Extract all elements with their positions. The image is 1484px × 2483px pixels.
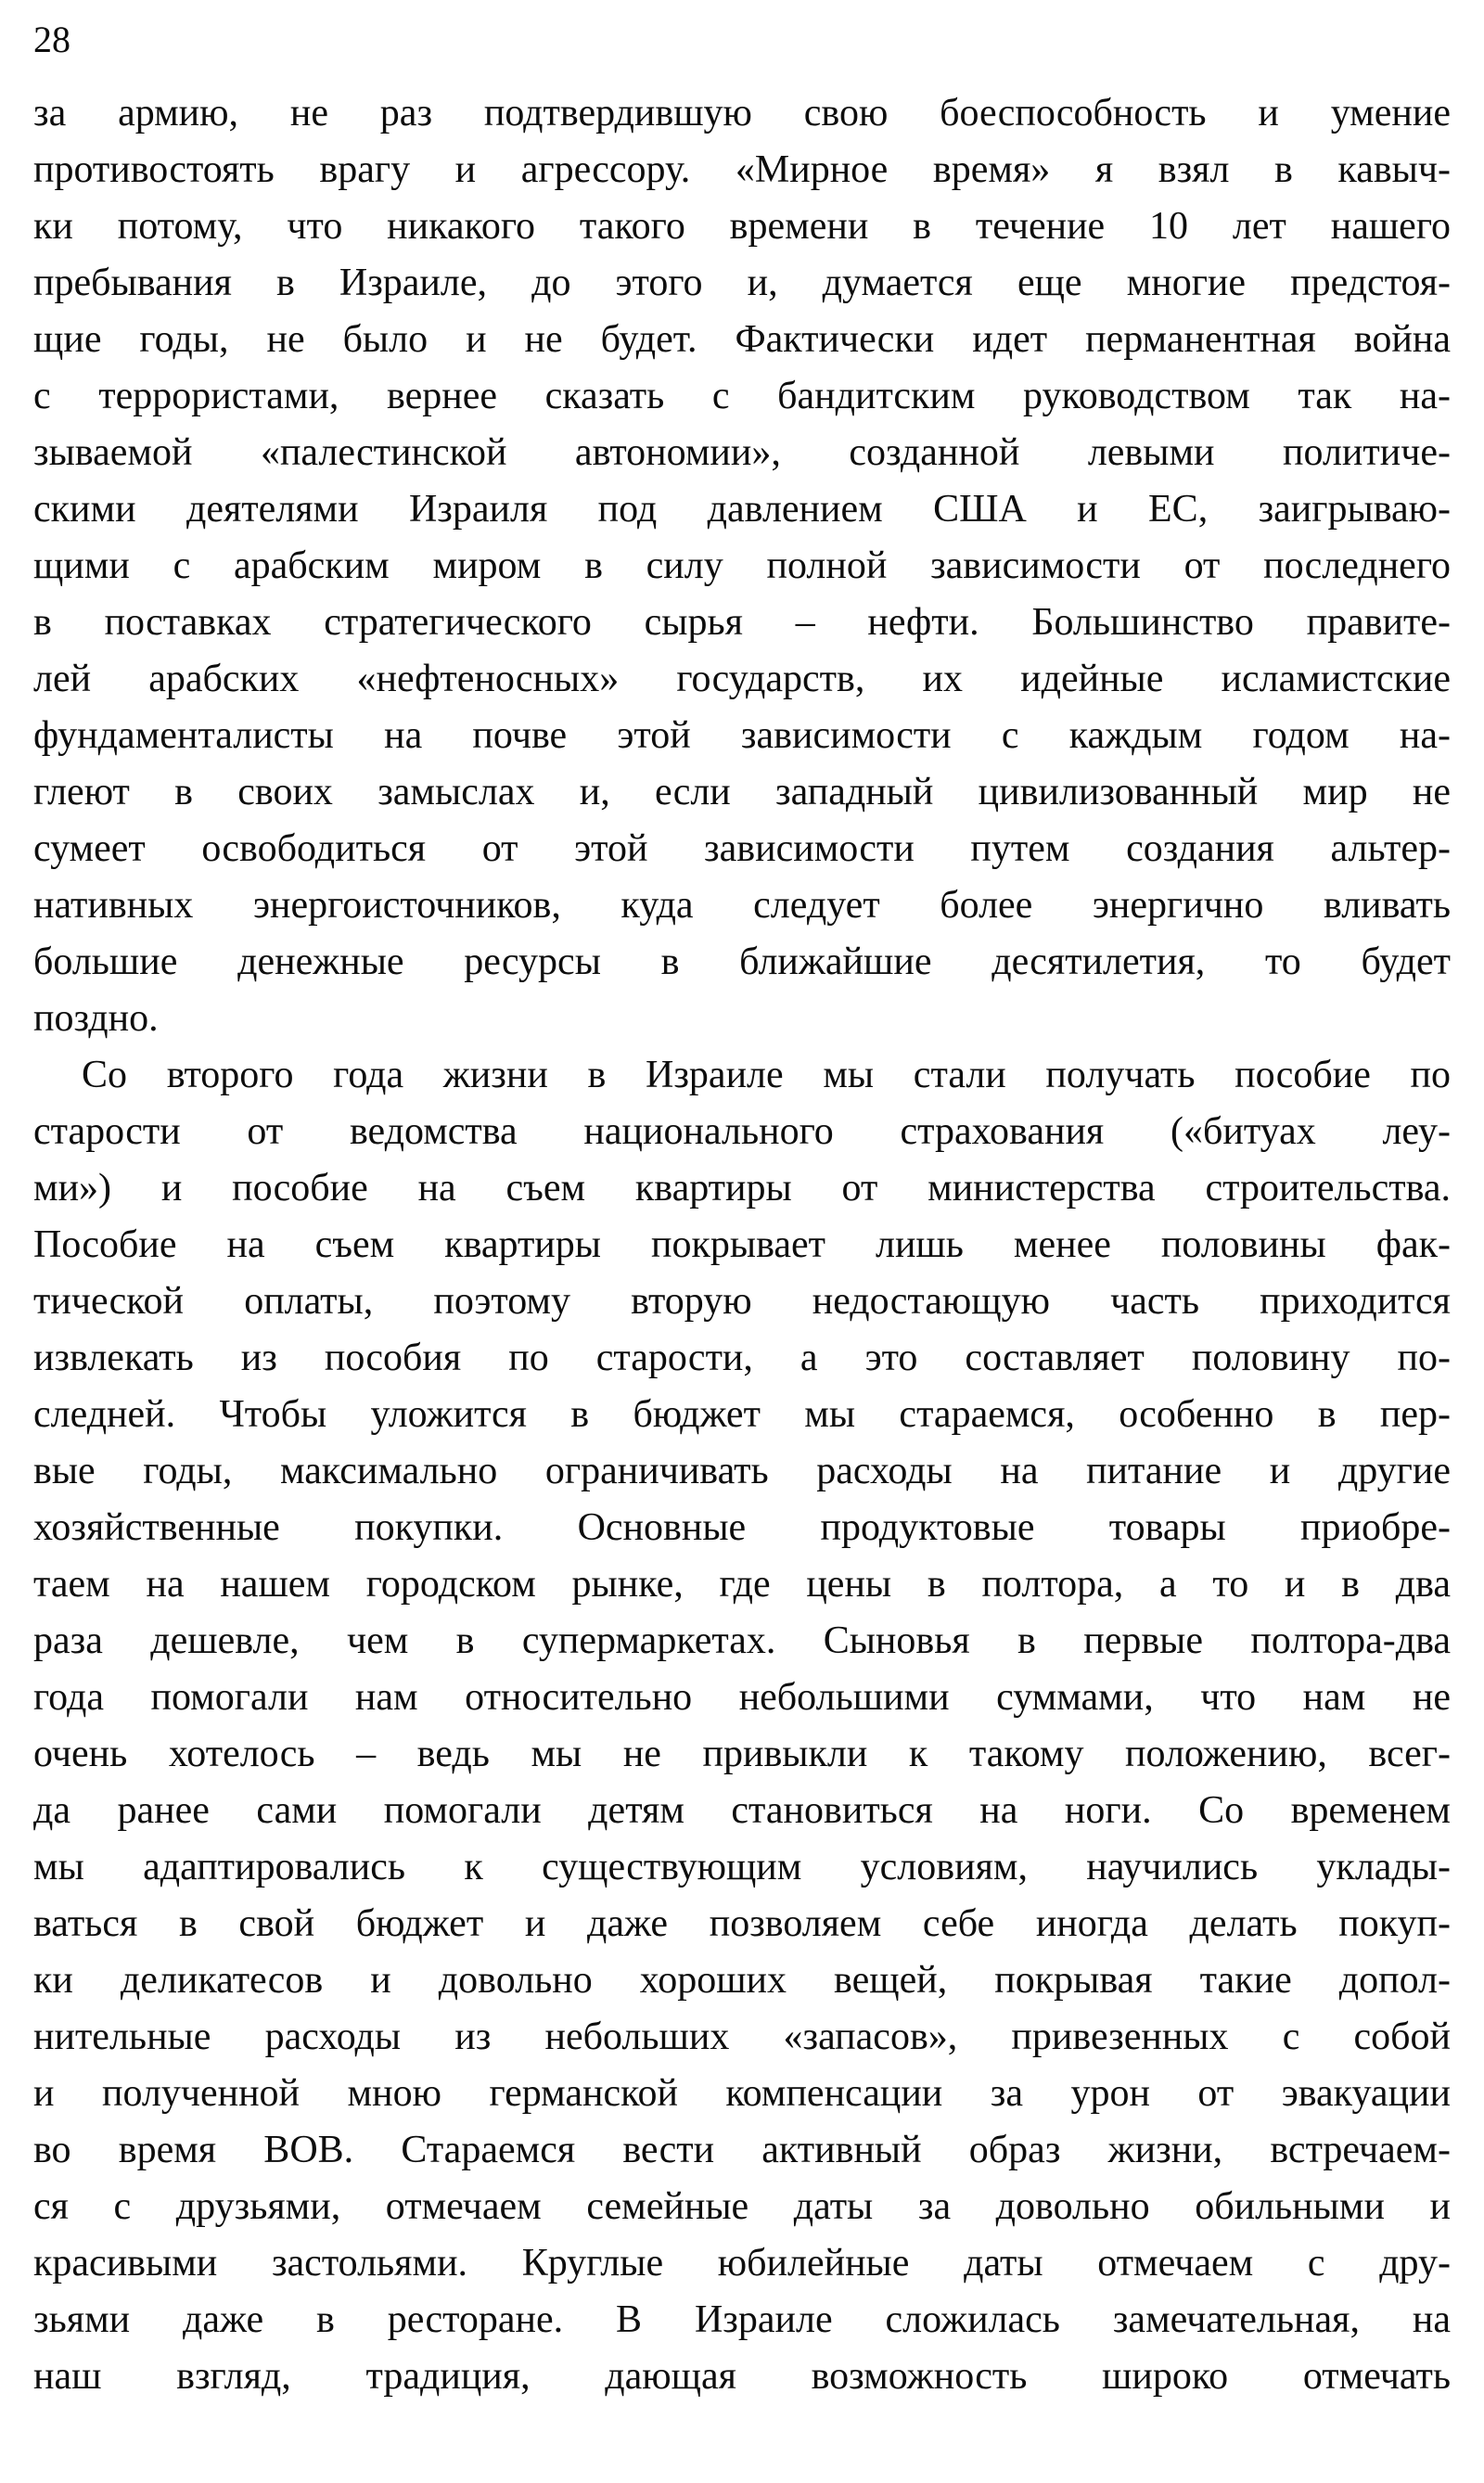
text-line: и полученной мною германской компенсации за урон от эвакуации [33,2072,1451,2115]
text-line: скими деятелями Израиля под давлением США и ЕС, заигрываю- [33,488,1451,531]
text-line: ся с друзьями, отмечаем семейные даты за довольно обильными и [33,2185,1451,2228]
text-line: пребывания в Израиле, до этого и, думается еще многие предстоя- [33,262,1451,304]
page-number: 28 [33,19,70,60]
text-line: следней. Чтобы уложится в бюджет мы стараемся, особенно в пер- [33,1393,1451,1436]
text-line: поздно. [33,997,159,1040]
text-line: фундаменталисты на почве этой зависимости с каждым годом на- [33,714,1451,757]
text-line: очень хотелось – ведь мы не привыкли к такому положению, всег- [33,1733,1451,1775]
text-line: с террористами, вернее сказать с бандитским руководством так на- [33,375,1451,417]
text-line: сумеет освободиться от этой зависимости путем создания альтер- [33,827,1451,870]
text-line: раза дешевле, чем в супермаркетах. Сыновья в первые полтора-два [33,1619,1451,1662]
text-line: нативных энергоисточников, куда следует более энергично вливать [33,884,1451,927]
text-line: нительные расходы из небольших «запасов», привезенных с собой [33,2016,1451,2058]
text-line: лей арабских «нефтеносных» государств, их идейные исламистские [33,658,1451,700]
text-line: красивыми застольями. Круглые юбилейные даты отмечаем с дру- [33,2242,1451,2285]
text-line: Со второго года жизни в Израиле мы стали получать пособие по [82,1054,1451,1096]
text-line: щие годы, не было и не будет. Фактически идет перманентная война [33,318,1451,361]
text-line: ки деликатесов и довольно хороших вещей, покрывая такие допол- [33,1959,1451,2002]
text-line: глеют в своих замыслах и, если западный цивилизованный мир не [33,771,1451,813]
text-line: хозяйственные покупки. Основные продуктовые товары приобре- [33,1506,1451,1549]
text-line: таем на нашем городском рынке, где цены в полтора, а то и в два [33,1563,1451,1606]
text-line: извлекать из пособия по старости, а это составляет половину по- [33,1337,1451,1379]
text-line: ми») и пособие на съем квартиры от министерства строительства. [33,1167,1451,1210]
text-line: зываемой «палестинской автономии», созданной левыми политиче- [33,431,1451,474]
text-line: старости от ведомства национального страхования («битуах леу- [33,1110,1451,1153]
text-line: года помогали нам относительно небольшими суммами, что нам не [33,1676,1451,1719]
paragraph [33,85,1451,1047]
text-line: во время ВОВ. Стараемся вести активный образ жизни, встречаем- [33,2129,1451,2171]
text-line: ваться в свой бюджет и даже позволяем себе иногда делать покуп- [33,1902,1451,1945]
text-line: ки потому, что никакого такого времени в течение 10 лет нашего [33,205,1451,248]
text-line: за армию, не раз подтвердившую свою боеспособность и умение [33,92,1451,134]
text-line: щими с арабским миром в силу полной зависимости от последнего [33,544,1451,587]
text-line: мы адаптировались к существующим условиям, научились уклады- [33,1846,1451,1888]
text-line: в поставках стратегического сырья – нефти. Большинство правите- [33,601,1451,644]
text-line: да ранее сами помогали детям становиться на ноги. Со временем [33,1789,1451,1832]
text-line: зьями даже в ресторане. В Израиле сложилась замечательная, на [33,2298,1451,2341]
text-line: большие денежные ресурсы в ближайшие десятилетия, то будет [33,941,1451,983]
text-block [33,85,1451,2405]
text-line: противостоять врагу и агрессору. «Мирное время» я взял в кавыч- [33,148,1451,191]
text-line: вые годы, максимально ограничивать расходы на питание и другие [33,1450,1451,1492]
paragraph [33,1047,1451,2405]
text-line: наш взгляд, традиция, дающая возможность широко отмечать [33,2355,1451,2398]
text-line: тической оплаты, поэтому вторую недостающую часть приходится [33,1280,1451,1323]
text-line: Пособие на съем квартиры покрывает лишь менее половины фак- [33,1223,1451,1266]
